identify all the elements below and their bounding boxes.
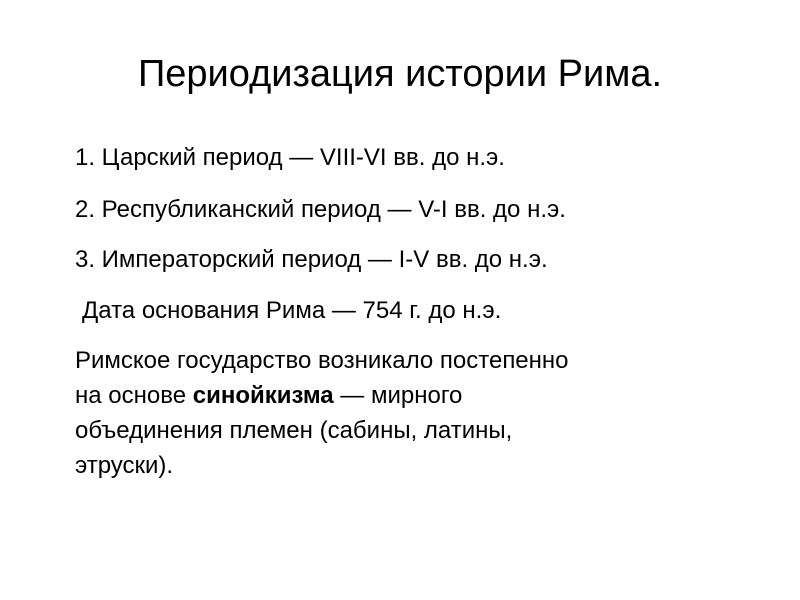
paragraph-line-3: объединения племен (сабины, латины, <box>75 417 513 444</box>
paragraph-line-2-end: — мирного <box>333 382 463 409</box>
paragraph-line-4: этруски). <box>75 452 174 479</box>
synoecism-term: синойкизма <box>192 382 334 409</box>
period-item-empire: 3. Императорский период — I-V вв. до н.э. <box>75 246 548 273</box>
paragraph-line-2-start: на основе <box>75 382 193 409</box>
paragraph-line-1: Римское государство возникало постепенно <box>75 347 569 374</box>
founding-date-text: Дата основания Рима — 754 г. до н.э. <box>82 297 502 324</box>
slide-title: Периодизация истории Рима. <box>137 53 663 95</box>
paragraph-line-2 <box>75 378 765 413</box>
period-item-republic: 2. Республиканский период — V-I вв. до н.э. <box>75 196 566 223</box>
period-item-royal: 1. Царский период — VIII-VI вв. до н.э. <box>75 144 505 171</box>
description-paragraph <box>75 343 765 483</box>
